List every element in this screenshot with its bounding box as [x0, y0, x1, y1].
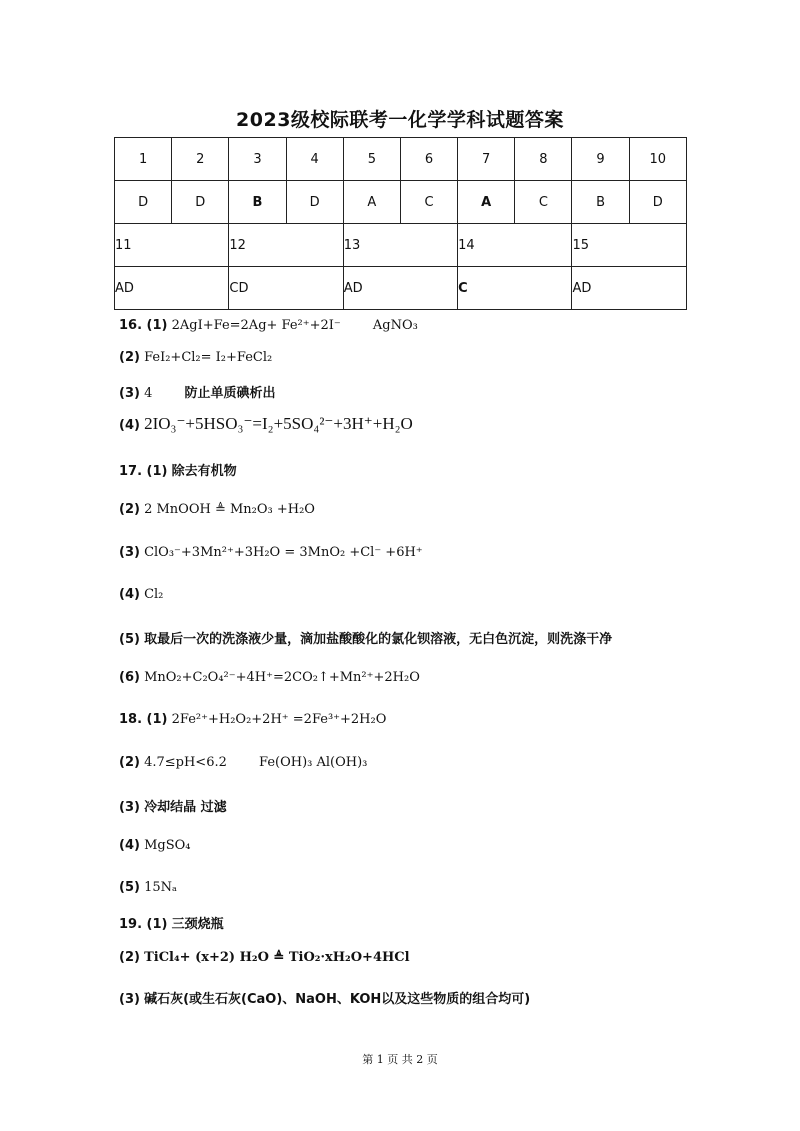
answer-line-18-2	[119, 755, 367, 770]
answer-table	[114, 137, 687, 310]
answer-cell: D	[629, 181, 686, 224]
line-extra: AgNO₃	[372, 318, 418, 333]
line-label: 17. (1)	[119, 464, 168, 479]
question-number: 10	[629, 138, 686, 181]
line-label: (6)	[119, 670, 140, 685]
line-text: 三颈烧瓶	[171, 917, 224, 932]
question-number: 2	[172, 138, 229, 181]
line-text: 4.7≤pH<6.2	[144, 755, 227, 770]
line-text: 2 MnOOH ≜ Mn₂O₃ +H₂O	[144, 502, 315, 517]
answer-line-18-5	[119, 880, 177, 895]
answer-line-17-6	[119, 670, 420, 685]
answer-line-19-3	[119, 988, 530, 1007]
answer-line-16-2	[119, 350, 272, 365]
answer-cell: C	[400, 181, 457, 224]
question-number: 14	[458, 224, 572, 267]
line-label: (4)	[119, 587, 140, 602]
line-label: (3)	[119, 386, 140, 401]
answer-line-18-4	[119, 838, 191, 853]
line-label: (5)	[119, 632, 140, 647]
line-label: (3)	[119, 992, 140, 1007]
answer-line-17-3	[119, 545, 423, 560]
answer-line-19-2	[119, 950, 410, 965]
line-text: 碱石灰(或生石灰(CaO)、NaOH、KOH以及这些物质的组合均可)	[144, 992, 531, 1007]
line-text: 4	[144, 386, 153, 401]
line-label: (2)	[119, 950, 140, 965]
answer-cell: B	[572, 181, 629, 224]
line-label: 16. (1)	[119, 318, 168, 333]
line-label: 19. (1)	[119, 917, 168, 932]
answer-line-17-1	[119, 460, 237, 479]
line-extra: Fe(OH)₃ Al(OH)₃	[259, 755, 368, 770]
answer-line-17-5	[119, 628, 612, 647]
answer-cell: AD	[343, 267, 457, 310]
answer-cell: C	[515, 181, 572, 224]
line-text: FeI₂+Cl₂= I₂+FeCl₂	[144, 350, 273, 365]
answer-line-18-3	[119, 796, 227, 815]
answer-cell: AD	[572, 267, 687, 310]
line-label: (4)	[119, 418, 140, 433]
answer-cell: A	[458, 181, 515, 224]
answer-cell: B	[229, 181, 286, 224]
page-footer: 第 1 页 共 2 页	[362, 1053, 438, 1066]
answer-line-16-1	[119, 318, 418, 333]
line-text: 2Fe²⁺+H₂O₂+2H⁺ =2Fe³⁺+2H₂O	[171, 712, 387, 727]
page-title: 2023级校际联考一化学学科试题答案	[236, 109, 564, 131]
line-label: 18. (1)	[119, 712, 168, 727]
line-text: MnO₂+C₂O₄²⁻+4H⁺=2CO₂↑+Mn²⁺+2H₂O	[144, 670, 420, 685]
table-row	[115, 138, 687, 181]
question-number: 3	[229, 138, 286, 181]
answer-cell: D	[115, 181, 172, 224]
line-label: (2)	[119, 502, 140, 517]
question-number: 9	[572, 138, 629, 181]
line-label: (3)	[119, 545, 140, 560]
answer-cell: C	[458, 267, 572, 310]
question-number: 4	[286, 138, 343, 181]
line-text: 2IO₃⁻+5HSO₃⁻=I₂+5SO₄²⁻+3H⁺+H₂O	[144, 414, 413, 433]
line-text: Cl₂	[144, 587, 164, 602]
answer-line-16-4	[119, 414, 413, 434]
table-row	[115, 267, 687, 310]
answer-line-17-4	[119, 587, 163, 602]
line-text: 取最后一次的洗涤液少量，滴加盐酸酸化的氯化钡溶液，无白色沉淀，则洗涤干净	[144, 632, 613, 647]
question-number: 13	[343, 224, 457, 267]
answer-cell: AD	[115, 267, 229, 310]
answer-cell: D	[286, 181, 343, 224]
answer-line-18-1	[119, 712, 386, 727]
line-extra: 防止单质碘析出	[184, 386, 276, 401]
line-text: 除去有机物	[171, 464, 237, 479]
question-number: 6	[400, 138, 457, 181]
answer-line-16-3	[119, 382, 276, 401]
answer-cell: D	[172, 181, 229, 224]
answer-line-19-1	[119, 913, 224, 932]
line-text: MgSO₄	[144, 838, 191, 853]
line-label: (3)	[119, 800, 140, 815]
question-number: 7	[458, 138, 515, 181]
answer-cell: A	[343, 181, 400, 224]
line-label: (4)	[119, 838, 140, 853]
question-number: 11	[115, 224, 229, 267]
answer-line-17-2	[119, 502, 315, 517]
question-number: 12	[229, 224, 343, 267]
line-text: 15Nₐ	[144, 880, 178, 895]
line-label: (2)	[119, 350, 140, 365]
table-row	[115, 224, 687, 267]
question-number: 1	[115, 138, 172, 181]
line-label: (5)	[119, 880, 140, 895]
answer-cell: CD	[229, 267, 343, 310]
table-row	[115, 181, 687, 224]
line-text: 2AgI+Fe=2Ag+ Fe²⁺+2I⁻	[171, 318, 341, 333]
question-number: 5	[343, 138, 400, 181]
line-label: (2)	[119, 755, 140, 770]
line-text: ClO₃⁻+3Mn²⁺+3H₂O = 3MnO₂ +Cl⁻ +6H⁺	[144, 545, 423, 560]
line-text: 冷却结晶 过滤	[144, 800, 227, 815]
question-number: 8	[515, 138, 572, 181]
question-number: 15	[572, 224, 687, 267]
line-text: TiCl₄+ (x+2) H₂O ≜ TiO₂·xH₂O+4HCl	[144, 950, 410, 965]
